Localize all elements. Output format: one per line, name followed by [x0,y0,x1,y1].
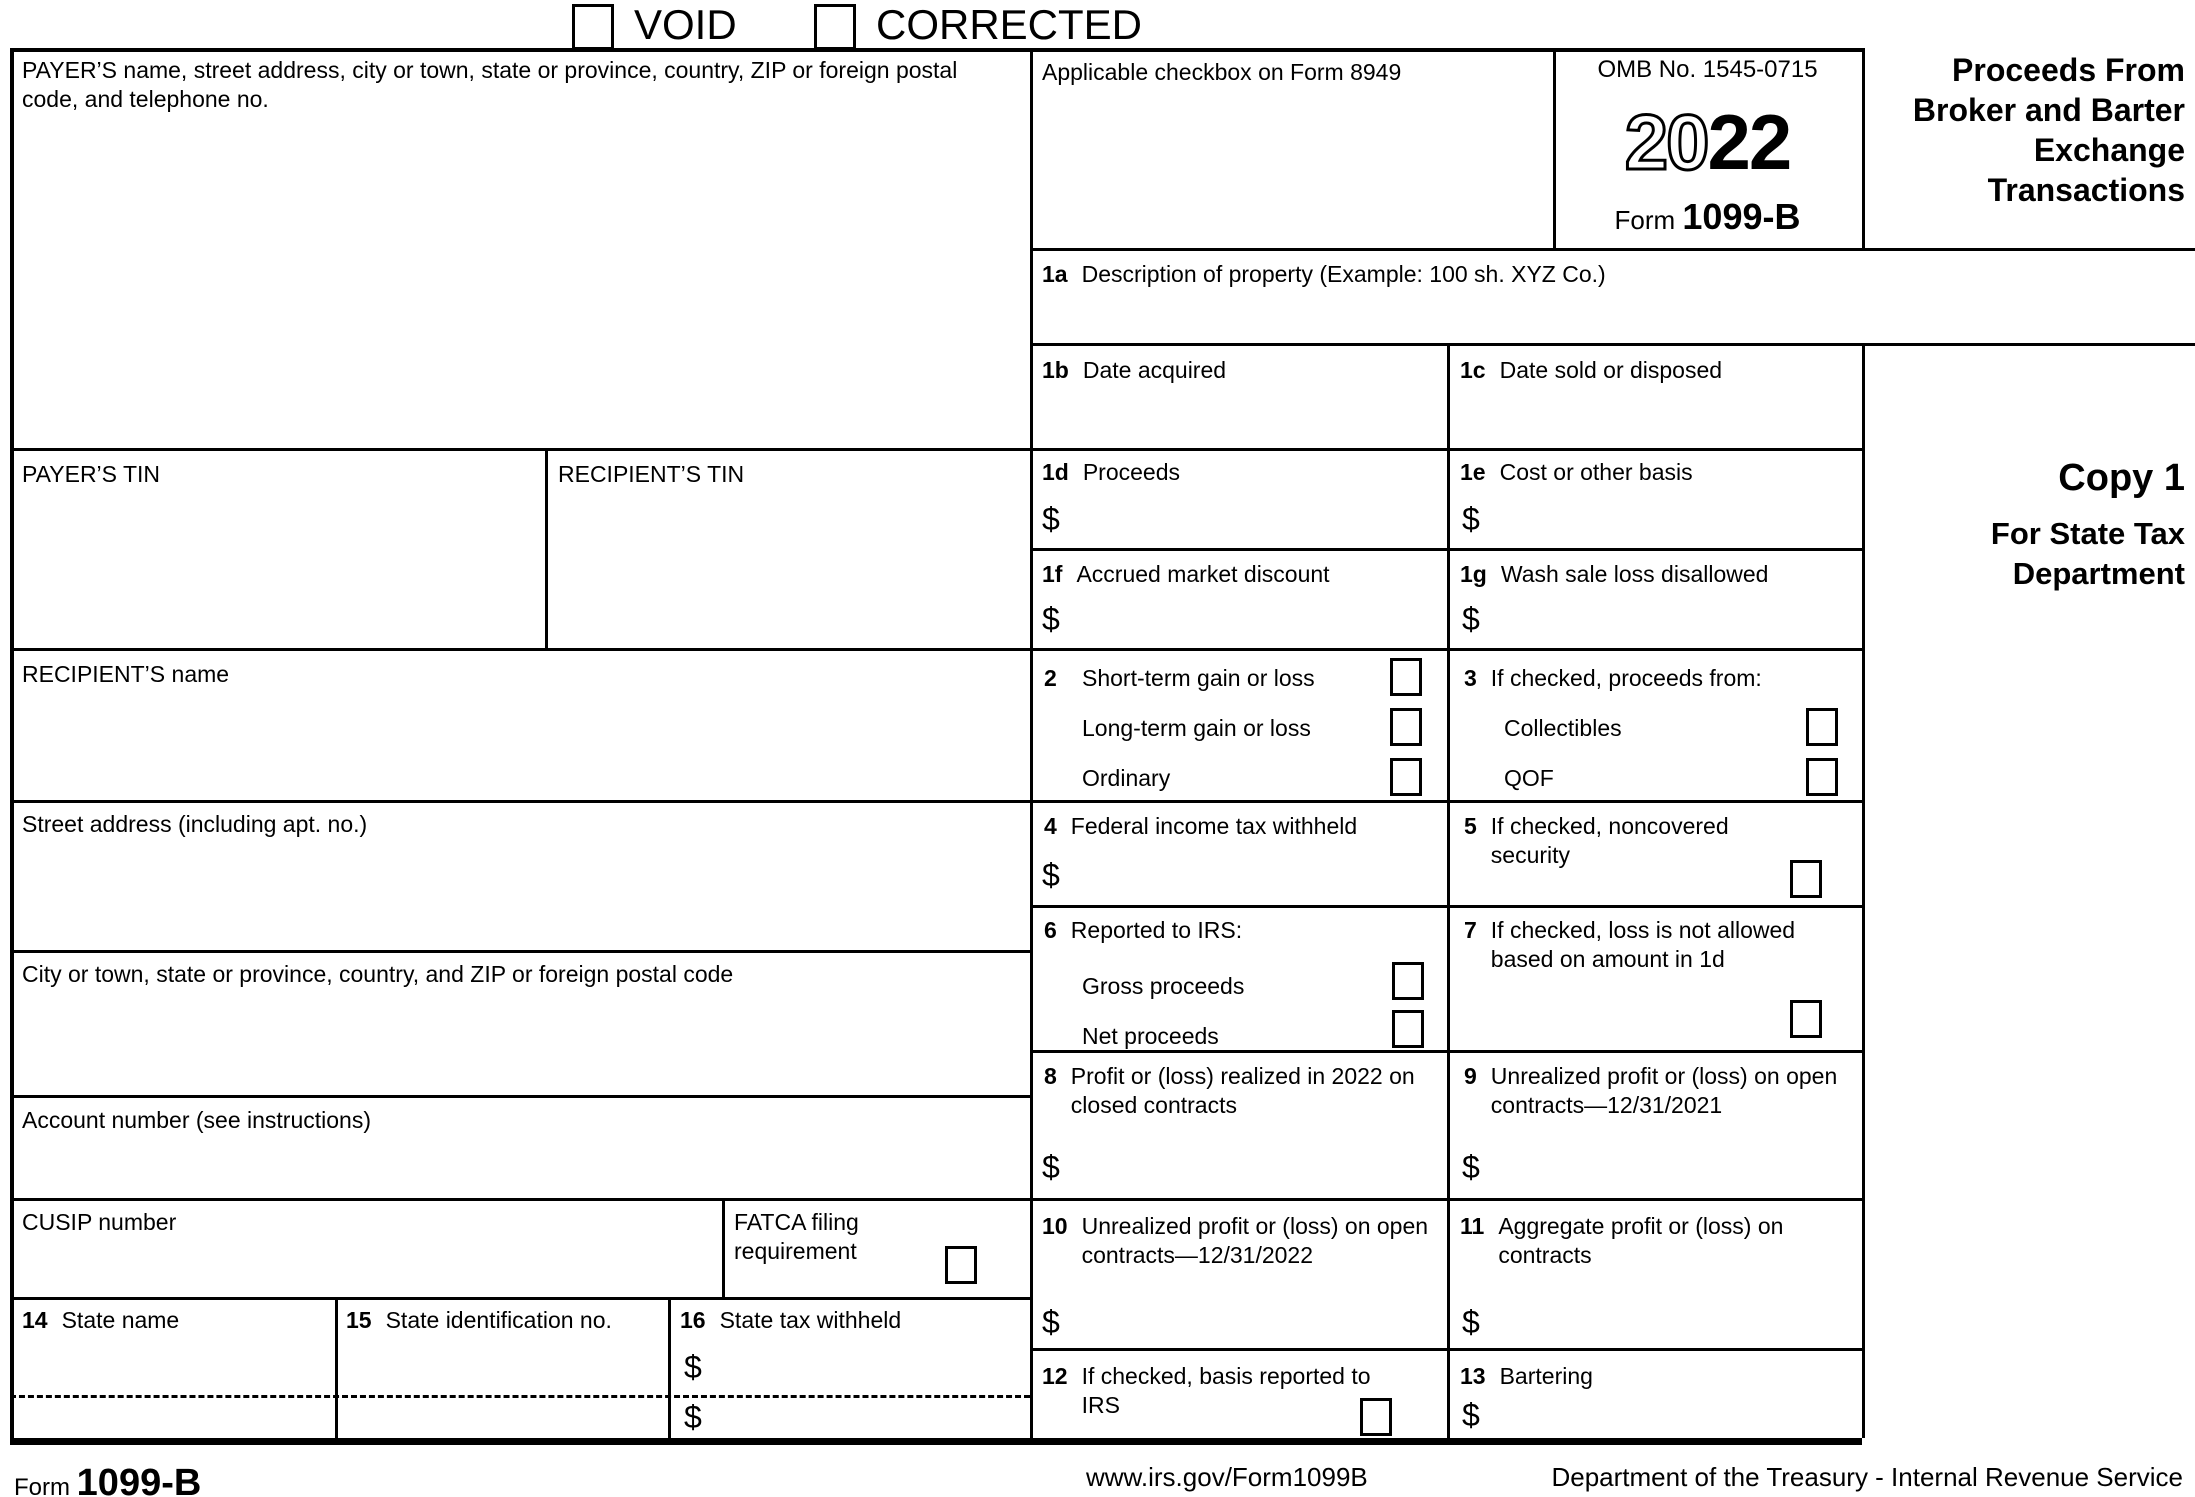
box-10-label: Unrealized profit or (loss) on open contracts—12/31/2022 [1081,1213,1429,1268]
box-12-number: 12 [1042,1363,1068,1389]
box-6 [1044,916,1242,945]
box-1d-dollar: $ [1042,501,1060,537]
fatca-checkbox[interactable] [945,1246,977,1284]
box-1g-number: 1g [1460,561,1487,587]
box-6-label: Reported to IRS: [1070,917,1243,943]
box-1e-number: 1e [1460,459,1486,485]
box-6-gross-label: Gross proceeds [1082,973,1245,999]
corrected-label: CORRECTED [876,1,1143,48]
box-13 [1460,1362,1593,1391]
box-4-dollar: $ [1042,857,1060,893]
box-10 [1042,1212,1452,1270]
box-4-number: 4 [1044,813,1057,839]
box-1f-number: 1f [1042,561,1063,587]
recipient-tin-label: RECIPIENT’S TIN [558,461,745,487]
qof-checkbox[interactable] [1806,758,1838,796]
form-number: 1099-B [1682,196,1801,237]
box-1e [1460,458,1693,487]
footer-department: Department of the Treasury - Internal Revenue Service [1551,1462,2183,1492]
box-14-label: State name [61,1307,180,1333]
box-16-dollar-1: $ [684,1349,702,1385]
box-1g-dollar: $ [1462,601,1480,637]
grid-line [1862,48,1865,248]
box-15-number: 15 [346,1307,372,1333]
box-7-number: 7 [1464,917,1477,943]
footer-form-word: Form [14,1474,70,1497]
box-3-collectibles-label: Collectibles [1504,715,1622,741]
grid-line [1030,248,2195,251]
street-address-label: Street address (including apt. no.) [22,811,368,837]
box-16-number: 16 [680,1307,706,1333]
box-8 [1044,1062,1416,1120]
grid-line [1030,343,2195,346]
box-1g [1460,560,1768,589]
box-1a-number: 1a [1042,261,1068,287]
box-3-label: If checked, proceeds from: [1490,665,1762,691]
tax-year [1556,98,1859,186]
box-1b-number: 1b [1042,357,1069,383]
box-1b-label: Date acquired [1082,357,1227,383]
ordinary-checkbox[interactable] [1390,758,1422,796]
grid-line [1030,1348,1862,1351]
box-1f-label: Accrued market discount [1076,561,1330,587]
box-3-number: 3 [1464,665,1477,691]
box-6-net-label: Net proceeds [1082,1023,1219,1049]
grid-line [335,1297,338,1438]
footer-url: www.irs.gov/Form1099B [1086,1462,1368,1492]
grid-line [10,448,1862,451]
box-2-number: 2 [1044,665,1057,691]
box-11-number: 11 [1460,1213,1485,1239]
grid-line [10,1095,1030,1098]
box-1d [1042,458,1180,487]
box-1e-dollar: $ [1462,501,1480,537]
box-9-number: 9 [1464,1063,1477,1089]
noncovered-security-checkbox[interactable] [1790,860,1822,898]
box-5-label: If checked, noncovered security [1490,813,1729,868]
grid-line [1030,905,1862,908]
grid-line [10,1297,1030,1300]
box-7-label: If checked, loss is not allowed based on amount in 1d [1490,917,1796,972]
box-5-number: 5 [1464,813,1477,839]
payer-info-label: PAYER’S name, street address, city or town, state or province, country, ZIP or foreign postal code, and telephone no. [22,57,958,112]
form-number-header [1556,196,1859,238]
state-row-dashed-line [10,1395,1030,1398]
box-15-label: State identification no. [385,1307,612,1333]
applicable-checkbox-label: Applicable checkbox on Form 8949 [1042,59,1402,85]
city-label: City or town, state or province, country, and ZIP or foreign postal code [22,961,734,987]
box-1f-dollar: $ [1042,601,1060,637]
footer-form-number [14,1462,201,1497]
void-checkbox[interactable] [572,4,614,50]
box-2-ordinary-label: Ordinary [1082,765,1171,791]
grid-line [10,48,14,1445]
omb-number: OMB No. 1545-0715 [1597,56,1818,83]
box-1d-number: 1d [1042,459,1069,485]
box-1c [1460,356,1722,385]
form-word: Form [1614,205,1676,235]
box-14 [22,1306,179,1335]
box-12 [1042,1362,1392,1420]
box-3-qof-label: QOF [1504,765,1554,791]
box-1c-label: Date sold or disposed [1499,357,1723,383]
box-16-dollar-2: $ [684,1399,702,1435]
box-16 [680,1306,901,1335]
fatca-label: FATCA filing requirement [734,1209,859,1264]
grid-line [1862,343,1865,1438]
net-proceeds-checkbox[interactable] [1392,1010,1424,1048]
year-outline: 20 [1624,98,1708,186]
box-8-dollar: $ [1042,1149,1060,1185]
box-9-label: Unrealized profit or (loss) on open contracts—12/31/2021 [1490,1063,1838,1118]
year-solid: 22 [1707,98,1791,186]
box-1c-number: 1c [1460,357,1486,383]
grid-line [1030,48,1033,1438]
box-4-label: Federal income tax withheld [1070,813,1358,839]
payer-tin-label: PAYER’S TIN [22,461,161,487]
box-1a-label: Description of property (Example: 100 sh. XYZ Co.) [1081,261,1606,287]
copy-label: Copy 1 [2058,457,2185,499]
box-6-number: 6 [1044,917,1057,943]
box-5 [1464,812,1791,870]
box-15 [346,1306,612,1335]
box-11-label: Aggregate profit or (loss) on contracts [1498,1213,1784,1268]
footer-form-value: 1099-B [76,1462,202,1497]
grid-line [10,1438,1862,1445]
grid-line [668,1297,671,1438]
box-9-dollar: $ [1462,1149,1480,1185]
grid-line [10,48,1862,52]
basis-reported-checkbox[interactable] [1360,1398,1392,1436]
form-title: Proceeds From Broker and Barter Exchange Transactions [1912,52,2185,208]
box-11 [1460,1212,1818,1270]
long-term-checkbox[interactable] [1390,708,1422,746]
box-12-label: If checked, basis reported to IRS [1081,1363,1371,1418]
box-1e-label: Cost or other basis [1499,459,1693,485]
box-14-number: 14 [22,1307,48,1333]
box-1f [1042,560,1330,589]
grid-line [10,950,1030,953]
box-8-number: 8 [1044,1063,1057,1089]
box-10-number: 10 [1042,1213,1068,1239]
grid-line [1447,343,1450,1438]
void-label: VOID [634,1,737,48]
box-3 [1464,664,1762,693]
grid-line [10,1198,1862,1201]
grid-line [545,448,548,648]
grid-line [722,1198,725,1297]
box-1b [1042,356,1226,385]
copy-for-label: For State Tax Department [1990,516,2185,591]
box-7 [1464,916,1861,974]
short-term-checkbox[interactable] [1390,658,1422,696]
box-8-label: Profit or (loss) realized in 2022 on closed contracts [1070,1063,1415,1118]
box-1g-label: Wash sale loss disallowed [1500,561,1769,587]
box-10-dollar: $ [1042,1304,1060,1340]
box-13-number: 13 [1460,1363,1486,1389]
grid-line [10,648,1862,651]
box-13-label: Bartering [1499,1363,1593,1389]
box-1d-label: Proceeds [1082,459,1181,485]
box-13-dollar: $ [1462,1397,1480,1433]
box-2-short-term-label: Short-term gain or loss [1082,665,1315,691]
box-9 [1464,1062,1861,1120]
box-2-long-term-label: Long-term gain or loss [1082,715,1311,741]
box-11-dollar: $ [1462,1304,1480,1340]
grid-line [1030,548,1862,551]
box-1a [1042,260,1606,289]
grid-line [10,800,1862,803]
collectibles-checkbox[interactable] [1806,708,1838,746]
box-4 [1044,812,1357,841]
account-number-label: Account number (see instructions) [22,1107,371,1133]
gross-proceeds-checkbox[interactable] [1392,962,1424,1000]
recipient-name-label: RECIPIENT’S name [22,661,230,687]
corrected-checkbox[interactable] [814,4,856,50]
box-16-label: State tax withheld [719,1307,902,1333]
loss-not-allowed-checkbox[interactable] [1790,1000,1822,1038]
cusip-label: CUSIP number [22,1209,177,1235]
